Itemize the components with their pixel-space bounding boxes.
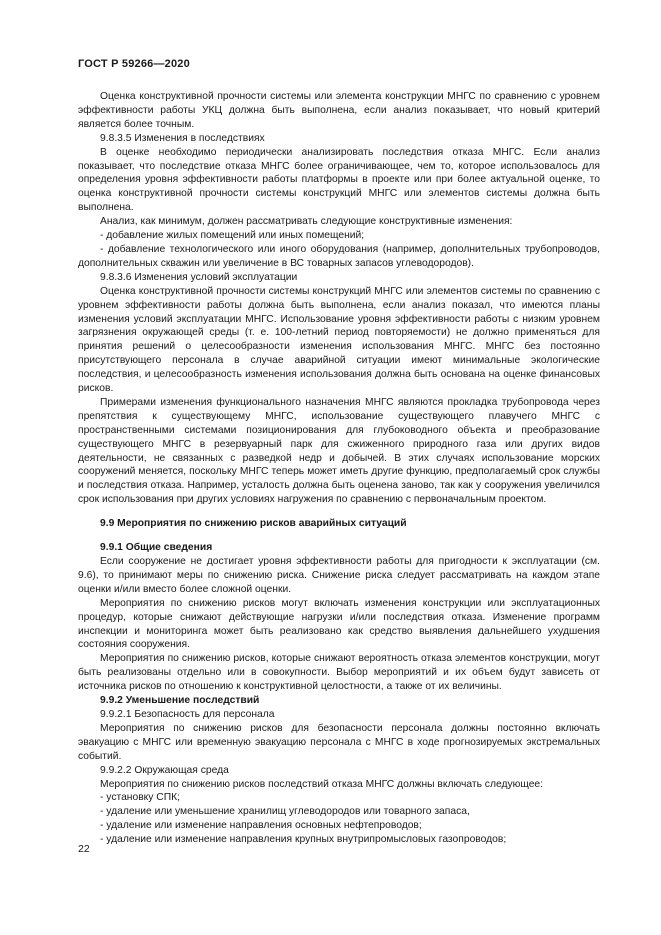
paragraph: Мероприятия по снижению рисков, которые снижают вероятность отказа элементов конструкции, могут быть реализованы отдельно или в совокупности. Выбор мероприятий и их объем будут зависеть от источника рисков по отношению к конструктивной целостности, а также от их величины. [78, 653, 600, 693]
list-item: - добавление технологического или иного оборудования (например, дополнительных трубопроводов, дополнительных скважин или увеличение в ВС товарных запасов углеводородов). [78, 243, 600, 269]
list-item: - удаление или изменение направления крупных внутрипромысловых газопроводов; [100, 834, 507, 846]
list-item: - установку СПК; [100, 792, 181, 804]
clause-heading: 9.9.2.1 Безопасность для персонала [100, 708, 275, 720]
list-item: - удаление или уменьшение хранилищ углеводородов или товарного запаса, [100, 806, 470, 818]
paragraph: Мероприятия по снижению рисков могут включать изменения конструкции или эксплуатационных процедур, которые снижают действующие нагрузки и/или последствия отказа. Изменение программ инспекции и мониторинга может быть реализовано как средство выявления дальнейшего ухудшения состояния сооружения. [78, 597, 600, 651]
clause-heading: 9.8.3.6 Изменения условий эксплуатации [100, 271, 298, 283]
list-item: - добавление жилых помещений или иных помещений; [100, 230, 365, 242]
clause-heading: 9.9.2.2 Окружающая среда [100, 764, 229, 776]
paragraph: Примерами изменения функционального назначения МНГС являются прокладка трубопровода через препятствия к существующему МНГС, использование существующего плавучего МНГС с пространственными системами позиционирования для глубоководного объекта и преобразование существующего МНГС в резервуарный парк для сжиженного природного газа или других видов деятельности, не связанных с разведкой недр и добычей. В этих случаях использование морских сооружений меняется, поскольку МНГС теперь может иметь другие функцию, предполагаемый срок службы и последствия отказа. Например, усталость должна быть оценена заново, так как у сооружения увеличился срок использования при других условиях нагружения по сравнению с первоначальным проектом. [78, 396, 600, 506]
standard-designation: ГОСТ Р 59266—2020 [78, 58, 190, 70]
page-number: 22 [78, 843, 90, 855]
subsection-heading: 9.9.2 Уменьшение последствий [100, 695, 260, 707]
paragraph: Мероприятия по снижению рисков для безопасности персонала должны постоянно включать эвакуацию с МНГС или временную эвакуацию персонала с МНГС в ходе прогнозируемых экстремальных событий. [78, 722, 600, 762]
clause-heading: 9.8.3.5 Изменения в последствиях [100, 132, 265, 144]
list-item: - удаление или изменение направления основных нефтепроводов; [100, 820, 422, 832]
paragraph: Оценка конструктивной прочности системы конструкций МНГС или элементов системы по сравнению с уровнем эффективности работы должна быть выполнена, если анализ показал, что имеются планы изменения условий эксплуатации МНГС. Использование уровня эффективности работы с низким уровнем загрязнения окружающей среды (т. е. 100-летний период повторяемости) не должно применяться для принятия решений о целесообразности изменения использования МНГС. МНГС без постоянно присутствующего персонала в случае аварийной ситуации имеют минимальные экологические последствия, и целесообразность изменения использования должна быть основана на оценке финансовых рисков. [78, 285, 600, 395]
paragraph: В оценке необходимо периодически анализировать последствия отказа МНГС. Если анализ показывает, что последствие отказа МНГС более ограничивающее, чем то, которое использовалось для определения уровня эффективности работы платформы в проекте или при более актуальной оценке, то оценка конструктивной прочности системы конструкций МНГС или элементов системы должна быть выполнена. [78, 146, 600, 214]
paragraph: Анализ, как минимум, должен рассматривать следующие конструктивные изменения: [100, 216, 513, 228]
paragraph: Оценка конструктивной прочности системы или элемента конструкции МНГС по сравнению с уровнем эффективности работы УКЦ должна быть выполнена, если анализ показывает, что новый критерий является более точным. [78, 91, 600, 130]
paragraph: Если сооружение не достигает уровня эффективности работы для пригодности к эксплуатации (см. 9.6), то принимают меры по снижению риска. Снижение риска следует рассматривать на каждом этапе оценки и/или вместо более сложной оценки. [78, 556, 600, 595]
page-body [78, 90, 600, 847]
paragraph: Мероприятия по снижению рисков последствий отказа МНГС должны включать следующее: [100, 778, 544, 790]
subsection-heading: 9.9.1 Общие сведения [100, 542, 213, 554]
section-heading: 9.9 Мероприятия по снижению рисков аварийных ситуаций [100, 518, 407, 530]
